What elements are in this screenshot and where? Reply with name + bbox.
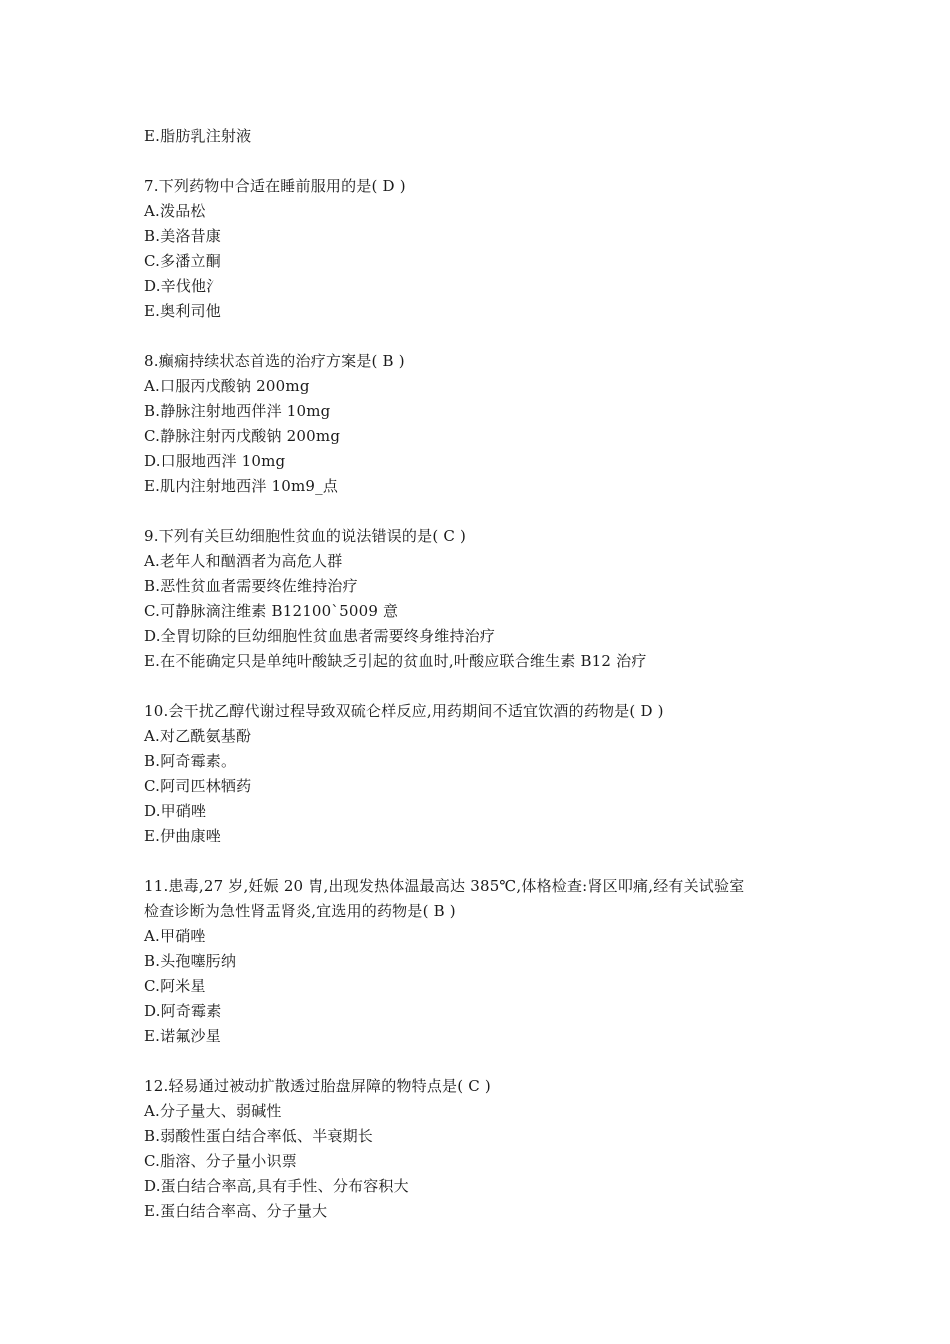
spacer xyxy=(144,849,824,874)
question-12 xyxy=(144,1074,824,1224)
option-b: B.弱酸性蛋白结合率低、半衰期长 xyxy=(144,1127,373,1145)
question-stem: 8.癫痫持续状态首选的治疗方案是( B ) xyxy=(144,352,405,370)
question-stem-line-1: 11.患毒,27 岁,妊娠 20 胄,出现发热体温最高达 385℃,体格检查:肾区叩痛,经有关试验室 xyxy=(144,877,745,895)
option-a: A.分子量大、弱碱性 xyxy=(144,1102,282,1120)
document-page xyxy=(144,124,824,1224)
option-c: C.阿米星 xyxy=(144,977,206,995)
option-e: E.伊曲康唑 xyxy=(144,827,221,845)
option-d: D.口服地西泮 10mg xyxy=(144,452,286,470)
option-d: D.甲硝唑 xyxy=(144,802,207,820)
option-b: B.头孢噻肟纳 xyxy=(144,952,237,970)
option-d: D.辛伐他氵 xyxy=(144,277,222,295)
option-e: E.蛋白结合率高、分子量大 xyxy=(144,1202,328,1220)
question-8 xyxy=(144,349,824,499)
question-9 xyxy=(144,524,824,674)
spacer xyxy=(144,674,824,699)
spacer xyxy=(144,324,824,349)
question-stem-line-2: 检查诊断为急性肾盂肾炎,宜选用的药物是( B ) xyxy=(144,902,456,920)
option-a: A.对乙酰氨基酚 xyxy=(144,727,252,745)
option-b: B.阿奇霉素。 xyxy=(144,752,237,770)
question-10 xyxy=(144,699,824,849)
question-7 xyxy=(144,174,824,324)
option-c: C.多潘立酮 xyxy=(144,252,221,270)
option-d: D.全胃切除的巨幼细胞性贫血患者需要终身维持治疗 xyxy=(144,627,496,645)
option-e: E.在不能确定只是单纯叶酸缺乏引起的贫血时,叶酸应联合维生素 B12 治疗 xyxy=(144,652,647,670)
question-11 xyxy=(144,874,824,1049)
option-e: E.诺氟沙星 xyxy=(144,1027,221,1045)
option-a: A.老年人和酗酒者为高危人群 xyxy=(144,552,343,570)
option-e-previous: E.脂肪乳注射液 xyxy=(144,127,252,145)
option-a: A.甲硝唑 xyxy=(144,927,206,945)
option-d: D.阿奇霉素 xyxy=(144,1002,222,1020)
question-stem: 12.轻易通过被动扩散透过胎盘屏障的物特点是( C ) xyxy=(144,1077,491,1095)
option-c: C.阿司匹林牺药 xyxy=(144,777,252,795)
option-a: A.泼品松 xyxy=(144,202,206,220)
option-e: E.肌内注射地西泮 10m9_点 xyxy=(144,477,339,495)
option-c: C.静脉注射丙戊酸钠 200mg xyxy=(144,427,341,445)
spacer xyxy=(144,1049,824,1074)
question-stem: 10.会干扰乙醇代谢过程导致双硫仑样反应,用药期间不适宜饮酒的药物是( D ) xyxy=(144,702,664,720)
option-b: B.静脉注射地西伴泮 10mg xyxy=(144,402,331,420)
option-e: E.奥利司他 xyxy=(144,302,221,320)
option-c: C.可静脉滴注维素 B12100`5009 意 xyxy=(144,602,399,620)
option-c: C.脂溶、分子量小识票 xyxy=(144,1152,297,1170)
option-d: D.蛋白结合率高,具有手性、分布容积大 xyxy=(144,1177,409,1195)
option-a: A.口服丙戊酸钠 200mg xyxy=(144,377,310,395)
option-b: B.美洛昔康 xyxy=(144,227,221,245)
question-stem: 7.下列药物中合适在睡前服用的是( D ) xyxy=(144,177,406,195)
question-stem: 9.下列有关巨幼细胞性贫血的说法错误的是( C ) xyxy=(144,527,467,545)
option-b: B.恶性贫血者需要终佐维持治疗 xyxy=(144,577,358,595)
spacer xyxy=(144,499,824,524)
spacer xyxy=(144,149,824,174)
